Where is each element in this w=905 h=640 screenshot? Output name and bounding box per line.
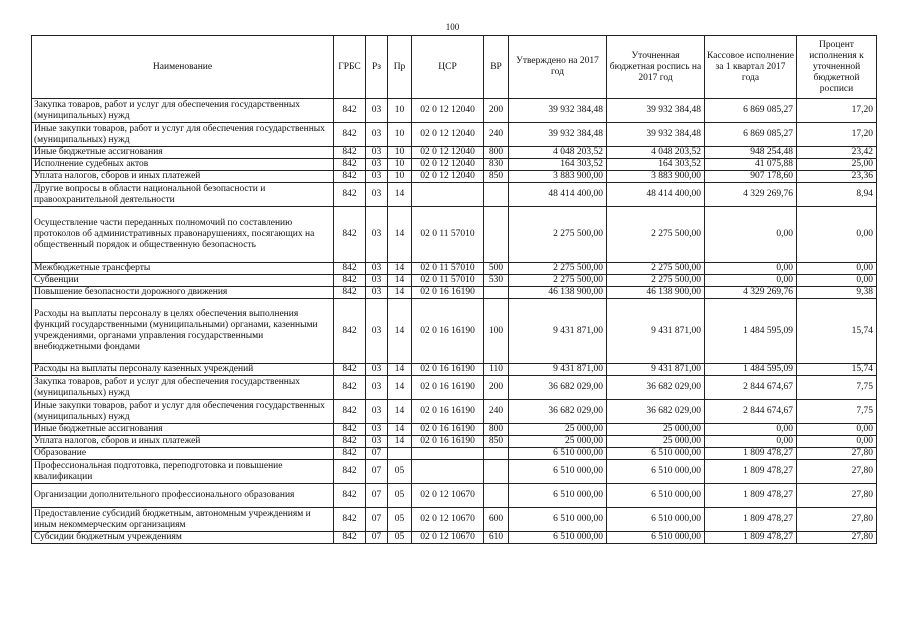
- cell-approved: 39 932 384,48: [509, 123, 607, 147]
- cell-grbs: 842: [334, 287, 366, 299]
- cell-rz: 07: [366, 460, 388, 484]
- cell-rz: 03: [366, 183, 388, 207]
- cell-percent: 27,80: [797, 508, 877, 532]
- cell-pr: 14: [388, 400, 412, 424]
- header-refined: Уточненная бюджетная роспись на 2017 год: [607, 36, 705, 99]
- cell-cash: 0,00: [705, 436, 797, 448]
- cell-refined: 36 682 029,00: [607, 400, 705, 424]
- cell-approved: 9 431 871,00: [509, 299, 607, 364]
- cell-refined: 6 510 000,00: [607, 508, 705, 532]
- table-row: [32, 123, 877, 147]
- cell-approved: 25 000,00: [509, 436, 607, 448]
- cell-cash: 0,00: [705, 424, 797, 436]
- cell-approved: 2 275 500,00: [509, 275, 607, 287]
- cell-pr: 05: [388, 508, 412, 532]
- table-row: [32, 376, 877, 400]
- cell-name: Субсидии бюджетным учреждениям: [32, 532, 334, 544]
- cell-vr: 850: [484, 171, 509, 183]
- cell-rz: 03: [366, 123, 388, 147]
- cell-csr: 02 0 12 12040: [412, 159, 484, 171]
- cell-refined: 6 510 000,00: [607, 532, 705, 544]
- cell-pr: 10: [388, 171, 412, 183]
- cell-refined: 9 431 871,00: [607, 364, 705, 376]
- cell-csr: 02 0 12 12040: [412, 99, 484, 123]
- cell-refined: 6 510 000,00: [607, 460, 705, 484]
- cell-percent: 0,00: [797, 275, 877, 287]
- cell-name: Субвенции: [32, 275, 334, 287]
- cell-csr: 02 0 16 16190: [412, 376, 484, 400]
- cell-cash: 1 484 595,09: [705, 364, 797, 376]
- cell-approved: 6 510 000,00: [509, 508, 607, 532]
- cell-percent: 7,75: [797, 400, 877, 424]
- cell-vr: 200: [484, 376, 509, 400]
- cell-percent: 0,00: [797, 436, 877, 448]
- cell-grbs: 842: [334, 275, 366, 287]
- cell-name: Закупка товаров, работ и услуг для обеспечения государственных (муниципальных) нужд: [32, 99, 334, 123]
- cell-csr: 02 0 12 12040: [412, 123, 484, 147]
- cell-percent: 23,36: [797, 171, 877, 183]
- cell-csr: 02 0 12 10670: [412, 508, 484, 532]
- cell-approved: 36 682 029,00: [509, 400, 607, 424]
- cell-percent: 8,94: [797, 183, 877, 207]
- cell-percent: 27,80: [797, 460, 877, 484]
- cell-pr: 10: [388, 159, 412, 171]
- cell-approved: 164 303,52: [509, 159, 607, 171]
- cell-refined: 3 883 900,00: [607, 171, 705, 183]
- table-row: [32, 263, 877, 275]
- cell-percent: 0,00: [797, 207, 877, 263]
- table-row: [32, 147, 877, 159]
- cell-approved: 6 510 000,00: [509, 460, 607, 484]
- cell-cash: 1 809 478,27: [705, 532, 797, 544]
- cell-grbs: 842: [334, 99, 366, 123]
- table-row: [32, 183, 877, 207]
- cell-name: Иные закупки товаров, работ и услуг для обеспечения государственных (муниципальных) нужд: [32, 123, 334, 147]
- cell-pr: 05: [388, 532, 412, 544]
- header-grbs: ГРБС: [334, 36, 366, 99]
- cell-rz: 03: [366, 364, 388, 376]
- cell-vr: [484, 183, 509, 207]
- cell-name: Организации дополнительного профессионального образования: [32, 484, 334, 508]
- cell-refined: 48 414 400,00: [607, 183, 705, 207]
- cell-refined: 9 431 871,00: [607, 299, 705, 364]
- cell-grbs: 842: [334, 532, 366, 544]
- cell-pr: 10: [388, 99, 412, 123]
- cell-csr: 02 0 16 16190: [412, 364, 484, 376]
- cell-percent: 0,00: [797, 424, 877, 436]
- cell-percent: 9,38: [797, 287, 877, 299]
- cell-grbs: 842: [334, 484, 366, 508]
- cell-pr: 14: [388, 424, 412, 436]
- cell-csr: [412, 448, 484, 460]
- cell-cash: 1 484 595,09: [705, 299, 797, 364]
- cell-pr: 10: [388, 147, 412, 159]
- cell-rz: 03: [366, 424, 388, 436]
- cell-pr: 14: [388, 364, 412, 376]
- cell-refined: 39 932 384,48: [607, 123, 705, 147]
- cell-rz: 03: [366, 171, 388, 183]
- cell-vr: 200: [484, 99, 509, 123]
- cell-rz: 03: [366, 275, 388, 287]
- cell-vr: [484, 207, 509, 263]
- header-cash: Кассовое исполнение за 1 квартал 2017 года: [705, 36, 797, 99]
- cell-rz: 03: [366, 99, 388, 123]
- table-row: [32, 484, 877, 508]
- cell-pr: 14: [388, 299, 412, 364]
- cell-name: Иные закупки товаров, работ и услуг для обеспечения государственных (муниципальных) нужд: [32, 400, 334, 424]
- cell-name: Иные бюджетные ассигнования: [32, 147, 334, 159]
- cell-percent: 17,20: [797, 123, 877, 147]
- cell-vr: [484, 448, 509, 460]
- cell-percent: 27,80: [797, 484, 877, 508]
- table-row: [32, 171, 877, 183]
- cell-percent: 17,20: [797, 99, 877, 123]
- cell-csr: 02 0 16 16190: [412, 436, 484, 448]
- cell-vr: 850: [484, 436, 509, 448]
- cell-grbs: 842: [334, 183, 366, 207]
- cell-vr: 240: [484, 400, 509, 424]
- cell-csr: 02 0 11 57010: [412, 263, 484, 275]
- table-row: [32, 287, 877, 299]
- cell-cash: 2 844 674,67: [705, 376, 797, 400]
- cell-vr: 100: [484, 299, 509, 364]
- cell-csr: 02 0 12 10670: [412, 532, 484, 544]
- cell-percent: 27,80: [797, 448, 877, 460]
- cell-refined: 25 000,00: [607, 424, 705, 436]
- cell-rz: 03: [366, 207, 388, 263]
- cell-cash: 1 809 478,27: [705, 508, 797, 532]
- cell-percent: 15,74: [797, 299, 877, 364]
- cell-vr: 830: [484, 159, 509, 171]
- table-row: [32, 436, 877, 448]
- cell-refined: 2 275 500,00: [607, 263, 705, 275]
- cell-vr: 800: [484, 147, 509, 159]
- cell-rz: 03: [366, 400, 388, 424]
- cell-approved: 6 510 000,00: [509, 532, 607, 544]
- cell-name: Иные бюджетные ассигнования: [32, 424, 334, 436]
- cell-csr: 02 0 12 12040: [412, 147, 484, 159]
- cell-name: Другие вопросы в области национальной безопасности и правоохранительной деятельности: [32, 183, 334, 207]
- cell-cash: 948 254,48: [705, 147, 797, 159]
- cell-approved: 39 932 384,48: [509, 99, 607, 123]
- cell-pr: 05: [388, 460, 412, 484]
- cell-csr: 02 0 16 16190: [412, 287, 484, 299]
- cell-approved: 25 000,00: [509, 424, 607, 436]
- cell-grbs: 842: [334, 508, 366, 532]
- cell-grbs: 842: [334, 147, 366, 159]
- header-name: Наименование: [32, 36, 334, 99]
- cell-pr: 14: [388, 207, 412, 263]
- table-row: [32, 364, 877, 376]
- cell-approved: 3 883 900,00: [509, 171, 607, 183]
- cell-rz: 03: [366, 376, 388, 400]
- cell-rz: 07: [366, 532, 388, 544]
- cell-csr: 02 0 11 57010: [412, 275, 484, 287]
- cell-refined: 6 510 000,00: [607, 448, 705, 460]
- cell-grbs: 842: [334, 400, 366, 424]
- cell-grbs: 842: [334, 376, 366, 400]
- cell-percent: 7,75: [797, 376, 877, 400]
- cell-grbs: 842: [334, 448, 366, 460]
- cell-name: Осуществление части переданных полномочий по составлению протоколов об административных правонарушениях, посягающих на общественный порядок и общественную безопасность: [32, 207, 334, 263]
- cell-csr: 02 0 16 16190: [412, 400, 484, 424]
- header-row: [32, 36, 877, 99]
- cell-approved: 36 682 029,00: [509, 376, 607, 400]
- cell-grbs: 842: [334, 460, 366, 484]
- cell-vr: 800: [484, 424, 509, 436]
- cell-grbs: 842: [334, 123, 366, 147]
- cell-pr: 14: [388, 436, 412, 448]
- cell-approved: 6 510 000,00: [509, 448, 607, 460]
- budget-table: [31, 35, 877, 544]
- cell-cash: 0,00: [705, 263, 797, 275]
- table-row: [32, 424, 877, 436]
- table-row: [32, 99, 877, 123]
- cell-name: Расходы на выплаты персоналу казенных учреждений: [32, 364, 334, 376]
- cell-name: Предоставление субсидий бюджетным, автономным учреждениям и иным некоммерческим организациям: [32, 508, 334, 532]
- cell-csr: 02 0 16 16190: [412, 299, 484, 364]
- table-row: [32, 159, 877, 171]
- cell-approved: 9 431 871,00: [509, 364, 607, 376]
- cell-grbs: 842: [334, 364, 366, 376]
- cell-refined: 164 303,52: [607, 159, 705, 171]
- cell-percent: 15,74: [797, 364, 877, 376]
- cell-percent: 0,00: [797, 263, 877, 275]
- table-row: [32, 275, 877, 287]
- cell-refined: 6 510 000,00: [607, 484, 705, 508]
- cell-refined: 36 682 029,00: [607, 376, 705, 400]
- cell-rz: 03: [366, 159, 388, 171]
- header-csr: ЦСР: [412, 36, 484, 99]
- table-row: [32, 508, 877, 532]
- cell-percent: 27,80: [797, 532, 877, 544]
- cell-pr: 14: [388, 287, 412, 299]
- cell-percent: 23,42: [797, 147, 877, 159]
- cell-vr: 600: [484, 508, 509, 532]
- cell-csr: 02 0 16 16190: [412, 424, 484, 436]
- cell-vr: [484, 460, 509, 484]
- cell-vr: [484, 484, 509, 508]
- cell-vr: 530: [484, 275, 509, 287]
- cell-percent: 25,00: [797, 159, 877, 171]
- cell-name: Уплата налогов, сборов и иных платежей: [32, 436, 334, 448]
- cell-rz: 07: [366, 508, 388, 532]
- cell-refined: 4 048 203,52: [607, 147, 705, 159]
- cell-refined: 39 932 384,48: [607, 99, 705, 123]
- cell-pr: 14: [388, 275, 412, 287]
- cell-approved: 2 275 500,00: [509, 263, 607, 275]
- table-row: [32, 448, 877, 460]
- cell-pr: 05: [388, 484, 412, 508]
- cell-cash: 0,00: [705, 275, 797, 287]
- cell-refined: 25 000,00: [607, 436, 705, 448]
- cell-cash: 4 329 269,76: [705, 183, 797, 207]
- table-row: [32, 460, 877, 484]
- cell-vr: 240: [484, 123, 509, 147]
- page-number: 100: [445, 22, 460, 32]
- cell-rz: 07: [366, 484, 388, 508]
- cell-grbs: 842: [334, 436, 366, 448]
- cell-rz: 03: [366, 263, 388, 275]
- cell-vr: 500: [484, 263, 509, 275]
- cell-name: Расходы на выплаты персоналу в целях обеспечения выполнения функций государственными (муниципальными) органами, казенными учреждениями, органами управления государственными внебюджетными фондами: [32, 299, 334, 364]
- cell-cash: 0,00: [705, 207, 797, 263]
- cell-csr: [412, 460, 484, 484]
- cell-cash: 1 809 478,27: [705, 484, 797, 508]
- cell-name: Профессиональная подготовка, переподготовка и повышение квалификации: [32, 460, 334, 484]
- cell-grbs: 842: [334, 171, 366, 183]
- header-percent: Процент исполнения к уточненной бюджетной росписи: [797, 36, 877, 99]
- table-row: [32, 207, 877, 263]
- cell-approved: 4 048 203,52: [509, 147, 607, 159]
- cell-name: Повышение безопасности дорожного движения: [32, 287, 334, 299]
- cell-pr: 10: [388, 123, 412, 147]
- header-pr: Пр: [388, 36, 412, 99]
- cell-cash: 4 329 269,76: [705, 287, 797, 299]
- cell-rz: 03: [366, 287, 388, 299]
- cell-vr: 110: [484, 364, 509, 376]
- table-row: [32, 400, 877, 424]
- cell-cash: 1 809 478,27: [705, 448, 797, 460]
- cell-cash: 6 869 085,27: [705, 99, 797, 123]
- cell-name: Исполнение судебных актов: [32, 159, 334, 171]
- cell-name: Образование: [32, 448, 334, 460]
- header-rz: Рз: [366, 36, 388, 99]
- cell-cash: 6 869 085,27: [705, 123, 797, 147]
- cell-grbs: 842: [334, 299, 366, 364]
- cell-cash: 41 075,88: [705, 159, 797, 171]
- cell-csr: 02 0 11 57010: [412, 207, 484, 263]
- cell-cash: 1 809 478,27: [705, 460, 797, 484]
- cell-cash: 907 178,60: [705, 171, 797, 183]
- cell-vr: [484, 287, 509, 299]
- cell-rz: 03: [366, 436, 388, 448]
- cell-cash: 2 844 674,67: [705, 400, 797, 424]
- cell-csr: 02 0 12 12040: [412, 171, 484, 183]
- table-row: [32, 532, 877, 544]
- cell-grbs: 842: [334, 424, 366, 436]
- header-vr: ВР: [484, 36, 509, 99]
- cell-rz: 03: [366, 299, 388, 364]
- cell-name: Закупка товаров, работ и услуг для обеспечения государственных (муниципальных) нужд: [32, 376, 334, 400]
- cell-pr: [388, 448, 412, 460]
- table-row: [32, 299, 877, 364]
- cell-csr: [412, 183, 484, 207]
- cell-refined: 2 275 500,00: [607, 275, 705, 287]
- cell-name: Межбюджетные трансферты: [32, 263, 334, 275]
- cell-approved: 46 138 900,00: [509, 287, 607, 299]
- cell-grbs: 842: [334, 207, 366, 263]
- cell-refined: 2 275 500,00: [607, 207, 705, 263]
- cell-refined: 46 138 900,00: [607, 287, 705, 299]
- cell-vr: 610: [484, 532, 509, 544]
- header-approved: Утверждено на 2017 год: [509, 36, 607, 99]
- cell-approved: 2 275 500,00: [509, 207, 607, 263]
- cell-csr: 02 0 12 10670: [412, 484, 484, 508]
- cell-pr: 14: [388, 183, 412, 207]
- cell-pr: 14: [388, 376, 412, 400]
- cell-rz: 03: [366, 147, 388, 159]
- cell-grbs: 842: [334, 159, 366, 171]
- cell-rz: 07: [366, 448, 388, 460]
- cell-pr: 14: [388, 263, 412, 275]
- cell-name: Уплата налогов, сборов и иных платежей: [32, 171, 334, 183]
- cell-approved: 6 510 000,00: [509, 484, 607, 508]
- cell-grbs: 842: [334, 263, 366, 275]
- cell-approved: 48 414 400,00: [509, 183, 607, 207]
